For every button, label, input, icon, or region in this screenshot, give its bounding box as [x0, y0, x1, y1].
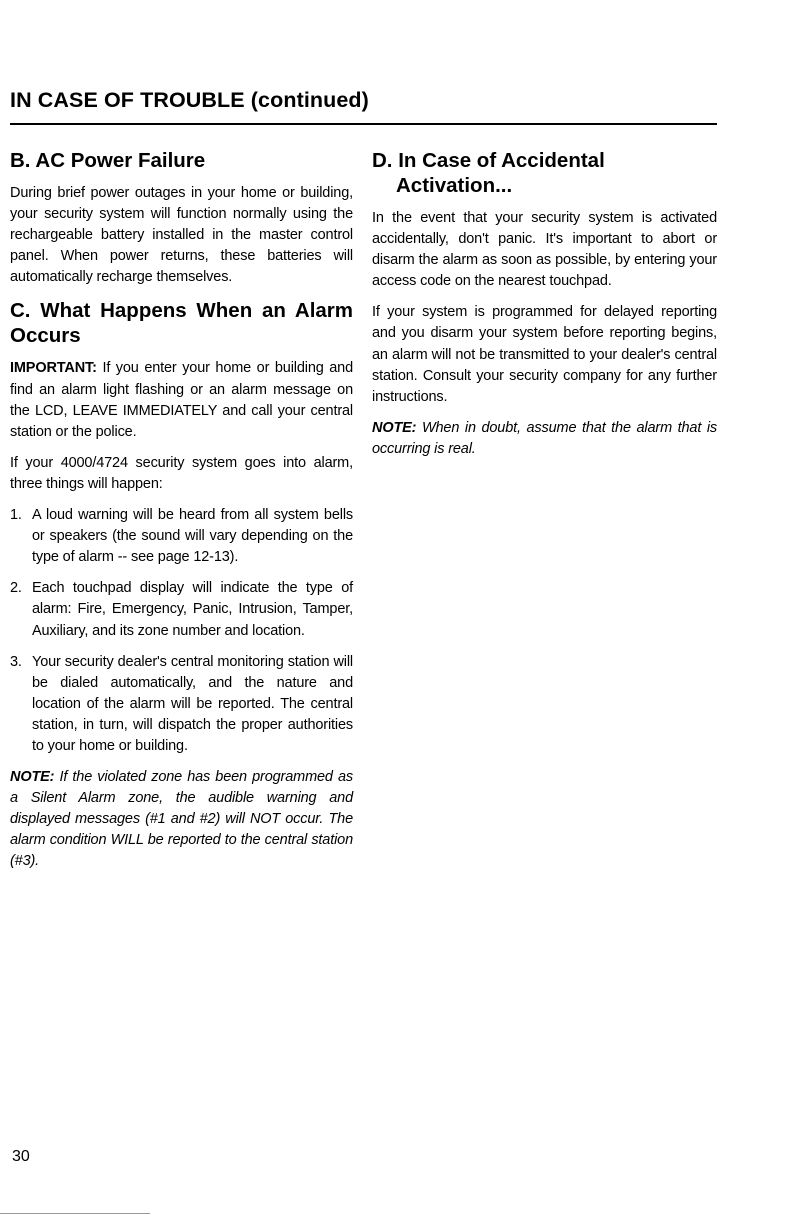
- step-number: 2.: [10, 580, 22, 597]
- page-number: 30: [12, 1148, 30, 1165]
- doubt-note: [372, 418, 717, 460]
- footer-divider: [0, 1213, 150, 1214]
- right-column: [372, 148, 717, 470]
- step-text: A loud warning will be heard from all system bells or speakers (the sound will vary depending on the type of alarm -- see page 12-13).: [32, 507, 353, 566]
- section-d-para2: If your system is programmed for delayed reporting and you disarm your system before reporting begins, an alarm will not be transmitted to your dealer's central station. Consult your security company for any further instructions.: [372, 304, 717, 405]
- section-c-heading: C. What Happens When an Alarm Occurs: [10, 299, 353, 348]
- left-column: [10, 148, 353, 883]
- note-text: If the violated zone has been programmed as a Silent Alarm zone, the audible warning and displayed messages (#1 and #2) will NOT occur. The alarm condition WILL be reported to the central station (#3).: [10, 769, 353, 870]
- important-label: IMPORTANT:: [10, 360, 97, 377]
- list-item: [10, 652, 353, 757]
- important-paragraph: [10, 358, 353, 442]
- note-label: NOTE:: [10, 769, 55, 786]
- step-number: 3.: [10, 653, 22, 670]
- step-text: Each touchpad display will indicate the type of alarm: Fire, Emergency, Panic, Intrusion, Tamper, Auxiliary, and its zone number and location.: [32, 580, 353, 639]
- page-header: IN CASE OF TROUBLE (continued): [10, 88, 369, 112]
- header-divider: [10, 123, 717, 125]
- step-number: 1.: [10, 507, 22, 524]
- list-item: [10, 505, 353, 568]
- note-text: When in doubt, assume that the alarm that is occurring is real.: [372, 419, 717, 457]
- note-label: NOTE:: [372, 419, 417, 436]
- section-b-heading: B. AC Power Failure: [10, 149, 206, 172]
- alarm-intro: If your 4000/4724 security system goes into alarm, three things will happen:: [10, 454, 353, 492]
- alarm-steps-list: [10, 505, 353, 757]
- section-d-heading: D. In Case of Accidental Activation...: [372, 149, 605, 197]
- section-d-para1: In the event that your security system is activated accidentally, don't panic. It's important to abort or disarm the alarm as soon as possible, by entering your access code on the nearest touchpad.: [372, 210, 717, 290]
- list-item: [10, 578, 353, 641]
- important-text: If you enter your home or building and find an alarm light flashing or an alarm message on the LCD, LEAVE IMMEDIATELY and call your central station or the police.: [10, 360, 353, 440]
- step-text: Your security dealer's central monitoring station will be dialed automatically, and the nature and location of the alarm will be reported. The central station, in turn, will dispatch the proper authorities to your home or building.: [32, 653, 353, 754]
- silent-alarm-note: [10, 767, 353, 872]
- section-b-body: During brief power outages in your home or building, your security system will function normally using the rechargeable battery installed in the master control panel. When power returns, these batteries will automatically recharge themselves.: [10, 185, 353, 286]
